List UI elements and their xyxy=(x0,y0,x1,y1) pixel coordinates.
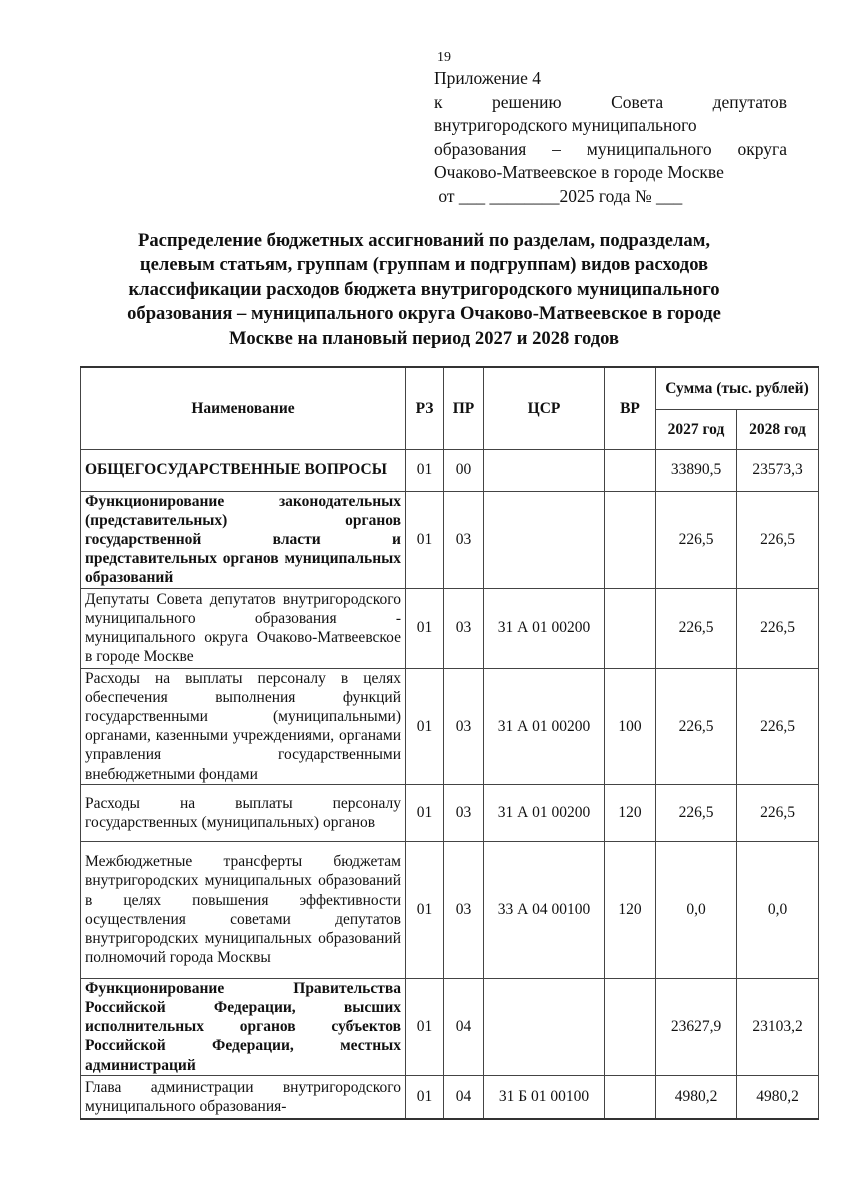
appendix-line-2: к решению Совета депутатов xyxy=(434,91,787,112)
cell-pr: 04 xyxy=(444,978,484,1075)
table-row xyxy=(81,588,819,668)
cell-csr xyxy=(484,449,605,491)
cell-2028: 226,5 xyxy=(737,784,819,841)
table-row xyxy=(81,784,819,841)
cell-name: Глава администрации внутригородского муниципального образования- xyxy=(81,1075,406,1119)
cell-name: Расходы на выплаты персоналу в целях обеспечения выполнения функций государственными (муниципальными) органами, казенными учреждениями, органами управления государственными внебюджетными фондами xyxy=(81,668,406,784)
document-title: Распределение бюджетных ассигнований по разделам, подразделам, целевым статьям, группам (группам и подгруппам) видов расходов классификации расходов бюджета внутригородского муниципального образования – муниципального округа Очаково-Матвеевское в городе Москве на плановый период 2027 и 2028 годов xyxy=(127,230,721,349)
appendix-line-5: Очаково-Матвеевское в городе Москве xyxy=(434,162,724,182)
cell-2028: 23103,2 xyxy=(737,978,819,1075)
appendix-line-6: от ___ ________2025 года № ___ xyxy=(434,185,683,206)
header-pr: ПР xyxy=(444,367,484,449)
table-row xyxy=(81,841,819,978)
table-row xyxy=(81,1075,819,1119)
cell-csr: 31 А 01 00200 xyxy=(484,588,605,668)
cell-csr: 31 А 01 00200 xyxy=(484,784,605,841)
header-2027: 2027 год xyxy=(656,409,737,449)
cell-2028: 226,5 xyxy=(737,588,819,668)
cell-csr xyxy=(484,491,605,588)
header-sum: Сумма (тыс. рублей) xyxy=(656,367,819,409)
cell-2027: 33890,5 xyxy=(656,449,737,491)
cell-vr xyxy=(605,491,656,588)
cell-pr: 00 xyxy=(444,449,484,491)
cell-pr: 03 xyxy=(444,841,484,978)
header-name: Наименование xyxy=(81,367,406,449)
table-row xyxy=(81,668,819,784)
cell-rz: 01 xyxy=(406,588,444,668)
cell-rz: 01 xyxy=(406,978,444,1075)
cell-rz: 01 xyxy=(406,784,444,841)
table-row xyxy=(81,449,819,491)
cell-rz: 01 xyxy=(406,1075,444,1119)
cell-pr: 04 xyxy=(444,1075,484,1119)
cell-vr: 120 xyxy=(605,784,656,841)
cell-vr xyxy=(605,978,656,1075)
cell-2027: 226,5 xyxy=(656,588,737,668)
cell-2027: 226,5 xyxy=(656,491,737,588)
cell-vr xyxy=(605,588,656,668)
cell-csr: 33 А 04 00100 xyxy=(484,841,605,978)
cell-name: ОБЩЕГОСУДАРСТВЕННЫЕ ВОПРОСЫ xyxy=(81,449,406,491)
cell-rz: 01 xyxy=(406,449,444,491)
cell-2027: 0,0 xyxy=(656,841,737,978)
cell-pr: 03 xyxy=(444,668,484,784)
cell-vr: 120 xyxy=(605,841,656,978)
appendix-header xyxy=(434,67,787,208)
cell-2027: 226,5 xyxy=(656,668,737,784)
cell-rz: 01 xyxy=(406,668,444,784)
cell-2028: 4980,2 xyxy=(737,1075,819,1119)
cell-2028: 226,5 xyxy=(737,668,819,784)
cell-name: Депутаты Совета депутатов внутригородского муниципального образования - муниципального округа Очаково-Матвеевское в городе Москве xyxy=(81,588,406,668)
cell-2027: 4980,2 xyxy=(656,1075,737,1119)
header-2028: 2028 год xyxy=(737,409,819,449)
cell-2027: 23627,9 xyxy=(656,978,737,1075)
cell-2028: 0,0 xyxy=(737,841,819,978)
budget-table xyxy=(80,366,819,1120)
page-number: 19 xyxy=(437,50,451,65)
header-vr: ВР xyxy=(605,367,656,449)
cell-2027: 226,5 xyxy=(656,784,737,841)
cell-2028: 226,5 xyxy=(737,491,819,588)
cell-vr xyxy=(605,1075,656,1119)
cell-name: Функционирование Правительства Российской Федерации, высших исполнительных органов субъектов Российской Федерации, местных администраций xyxy=(81,978,406,1075)
cell-pr: 03 xyxy=(444,784,484,841)
cell-rz: 01 xyxy=(406,491,444,588)
table-row xyxy=(81,978,819,1075)
table-row xyxy=(81,491,819,588)
cell-vr: 100 xyxy=(605,668,656,784)
cell-name: Функционирование законодательных (представительных) органов государственной власти и представительных органов муниципальных образований xyxy=(81,491,406,588)
cell-2028: 23573,3 xyxy=(737,449,819,491)
cell-csr: 31 А 01 00200 xyxy=(484,668,605,784)
cell-csr: 31 Б 01 00100 xyxy=(484,1075,605,1119)
cell-pr: 03 xyxy=(444,491,484,588)
cell-name: Расходы на выплаты персоналу государственных (муниципальных) органов xyxy=(81,784,406,841)
header-rz: РЗ xyxy=(406,367,444,449)
appendix-line-1: Приложение 4 xyxy=(434,68,542,88)
cell-csr xyxy=(484,978,605,1075)
cell-pr: 03 xyxy=(444,588,484,668)
appendix-line-4: образования – муниципального округа xyxy=(434,138,787,159)
header-csr: ЦСР xyxy=(484,367,605,449)
cell-name: Межбюджетные трансферты бюджетам внутригородских муниципальных образований в целях повышения эффективности осуществления советами депутатов внутригородских муниципальных образований полномочий города Москвы xyxy=(81,841,406,978)
cell-rz: 01 xyxy=(406,841,444,978)
appendix-line-3: внутригородского муниципального xyxy=(434,115,697,135)
cell-vr xyxy=(605,449,656,491)
